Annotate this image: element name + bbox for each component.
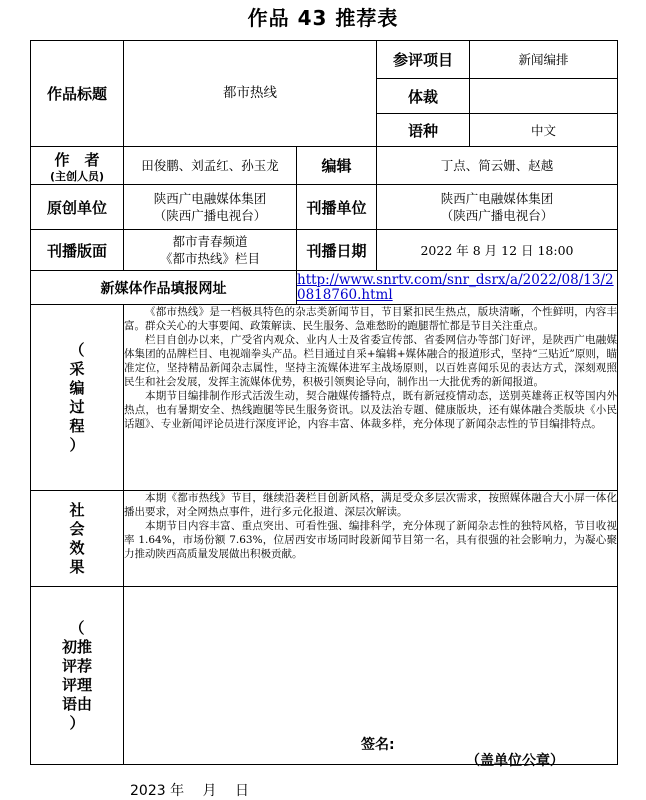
publish-unit-value	[377, 185, 618, 230]
language-label: 语种	[377, 114, 470, 147]
publish-unit-line2: （陕西广播电视台）	[440, 208, 554, 223]
authors-value: 田俊鹏、刘孟红、孙玉龙	[124, 147, 297, 185]
process-label	[31, 305, 124, 491]
section-line2: 《都市热线》栏目	[159, 251, 260, 266]
effect-label-char: 社	[69, 500, 85, 519]
review-label-char: ）	[69, 713, 85, 732]
author-label-sub: (主创人员)	[49, 169, 105, 183]
stamp-label: （盖单位公章）	[466, 752, 564, 769]
category-value: 新闻编排	[470, 41, 618, 79]
original-unit-value	[124, 185, 297, 230]
editors-value: 丁点、简云姗、赵越	[377, 147, 618, 185]
process-paragraph: 《都市热线》是一档极具特色的杂志类新闻节目，节目紧扣民生热点，版块清晰，个性鲜明，内容丰富。群众关心的大事要闻、政策解读、民生服务、急难愁盼的跑腿帮忙都是节目关注重点。	[124, 306, 617, 332]
review-date: 2023 年 月 日	[130, 782, 249, 799]
publish-unit-line1: 陕西广电融媒体集团	[440, 191, 554, 206]
page-title: 作品 43 推荐表	[247, 6, 399, 30]
review-label-char: （	[69, 618, 85, 637]
author-label-text: 作 者	[54, 150, 100, 169]
language-value: 中文	[470, 114, 618, 147]
review-label-char: 评理	[61, 675, 92, 694]
publish-section-value	[124, 230, 297, 271]
publish-date-label: 刊播日期	[297, 230, 377, 271]
process-paragraph: 本期节目编排制作形式活泼生动，契合融媒传播特点，既有新冠疫情动态，送别英雄蒋正权等国内外热点，也有暑期安全、热线跑腿等民生服务资讯。以及法治专题、健康版块，还有媒体融合类版块《小民话题》、专业新闻评论员进行深度评论，内容丰富、体裁多样，充分体现了新闻杂志性的节目编排特点。	[124, 390, 617, 430]
author-label	[31, 147, 124, 185]
process-content	[124, 305, 618, 491]
effect-label-char: 会	[69, 519, 85, 538]
section-line1: 都市青春频道	[172, 234, 248, 249]
effect-paragraph: 本期节目内容丰富、重点突出、可看性强、编排科学，充分体现了新闻杂志性的独特风格，节目收视率 1.64%，市场份额 7.63%，位居西安市场同时段新闻节目第一名，具有很强的社会影响力，为凝心聚力推动陕西高质量发展做出积极贡献。	[124, 520, 617, 560]
process-label-char: （	[69, 340, 85, 359]
effect-label-char: 果	[69, 557, 85, 576]
recommendation-form	[30, 40, 618, 799]
category-label: 参评项目	[377, 41, 470, 79]
editor-label: 编辑	[297, 147, 377, 185]
publish-section-label: 刊播版面	[31, 230, 124, 271]
process-label-char: 程	[69, 416, 85, 435]
original-unit-line1: 陕西广电融媒体集团	[153, 191, 267, 206]
review-label	[31, 587, 124, 765]
review-label-char: 评荐	[61, 656, 92, 675]
original-unit-line2: （陕西广播电视台）	[153, 208, 267, 223]
signature-label: 签名:	[361, 736, 395, 753]
review-label-char: 语由	[61, 694, 92, 713]
work-title-label: 作品标题	[31, 41, 124, 147]
process-label-char: 采	[69, 359, 85, 378]
work-title-value: 都市热线	[124, 41, 377, 147]
genre-label: 体裁	[377, 79, 470, 114]
review-label-char: 初推	[61, 637, 92, 656]
effect-paragraph: 本期《都市热线》节目，继续沿袭栏目创新风格，满足受众多层次需求，按照媒体融合大小屏一体化播出要求，对全网热点事件，进行多元化报道、深层次解读。	[124, 492, 617, 518]
process-label-char: 过	[69, 397, 85, 416]
url-label: 新媒体作品填报网址	[31, 271, 297, 305]
publish-unit-label: 刊播单位	[297, 185, 377, 230]
original-unit-label: 原创单位	[31, 185, 124, 230]
publish-date-value: 2022 年 8 月 12 日 18:00	[377, 230, 618, 271]
process-label-char: 编	[69, 378, 85, 397]
review-content	[124, 587, 618, 799]
process-paragraph: 栏目自创办以来，广受省内观众、业内人士及省委宣传部、省委网信办等部门好评，是陕西广电融媒体集团的品牌栏目、电视端拳头产品。栏目通过自采+编辑+媒体融合的报道形式，坚持“三贴近”原则，瞄准定位，坚持精品新闻杂志属性，坚持主流媒体进军主战场原则，以百姓喜闻乐见的表达方式，深刻观照民生和社会发展，发挥主流媒体优势，积极引领舆论导向，制作出一大批优秀的新闻报道。	[124, 334, 617, 388]
effect-content	[124, 491, 618, 587]
effect-label	[31, 491, 124, 587]
effect-label-char: 效	[69, 538, 85, 557]
genre-value	[470, 79, 618, 114]
process-label-char: ）	[69, 435, 85, 454]
work-url-link[interactable]: http://www.snrtv.com/snr_dsrx/a/2022/08/13/20818760.html	[297, 271, 618, 305]
